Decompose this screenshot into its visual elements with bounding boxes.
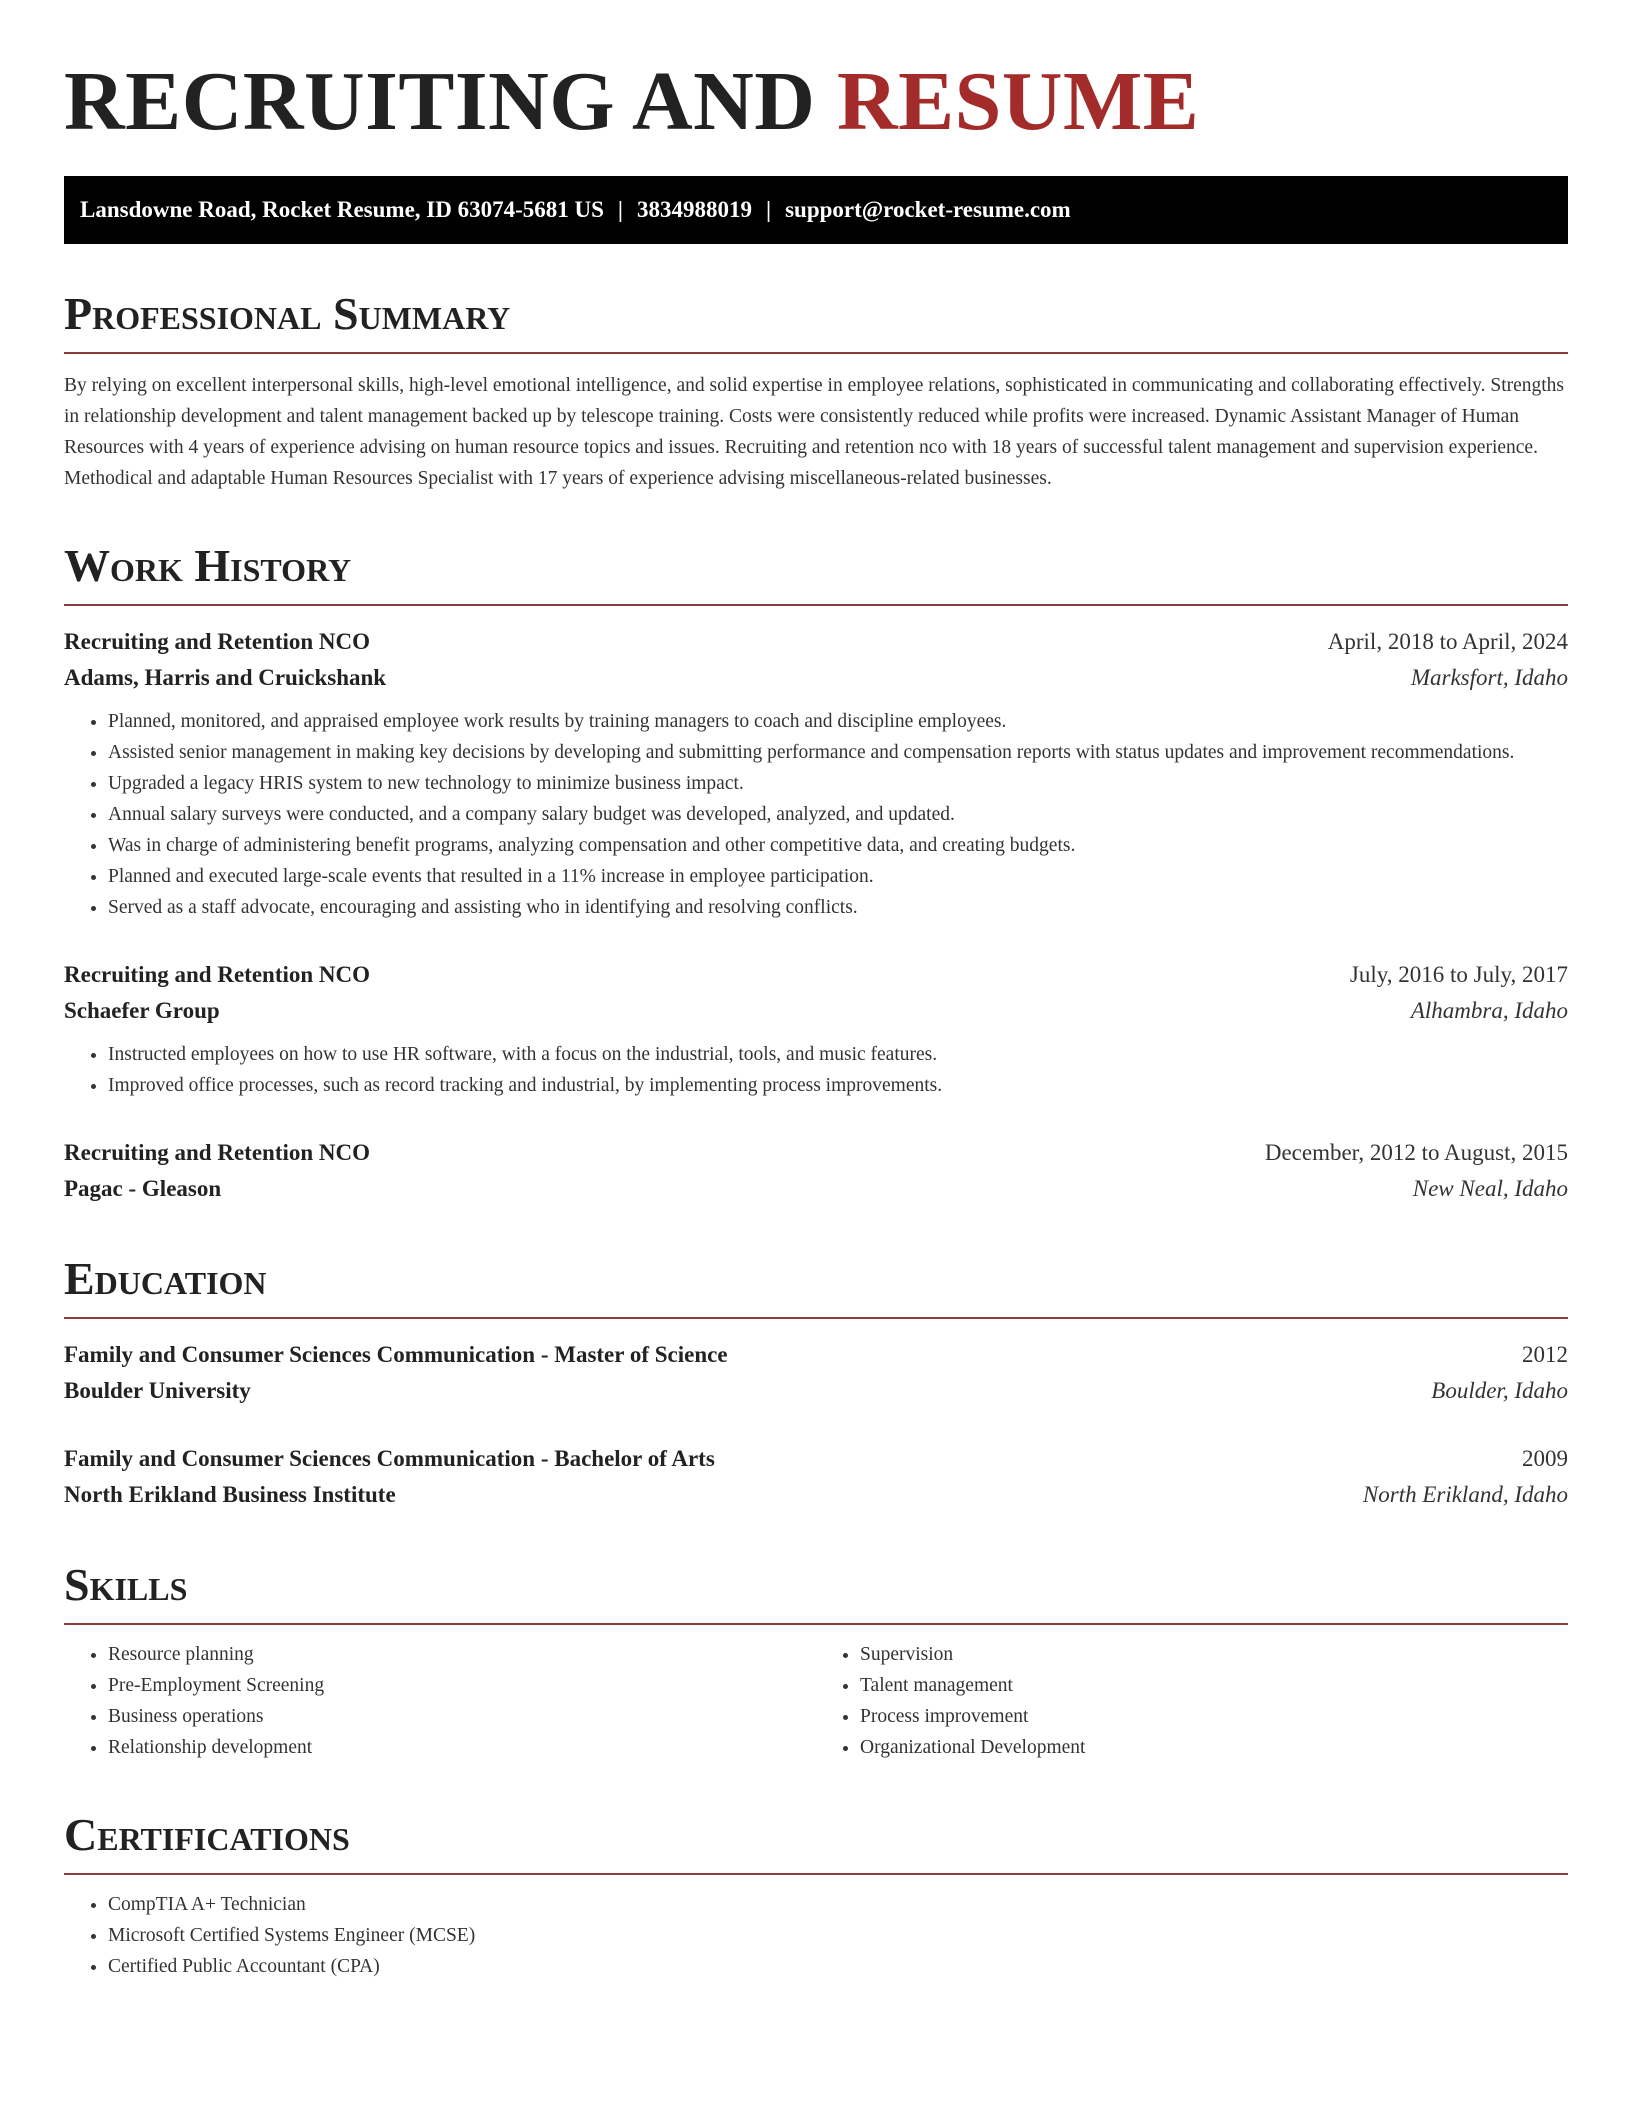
job-title: Recruiting and Retention NCO bbox=[64, 962, 371, 987]
education-location: North Erikland, Idaho bbox=[1362, 1482, 1568, 1507]
contact-separator: | bbox=[617, 197, 623, 222]
skill-item: • Resource planning bbox=[108, 1639, 816, 1670]
job-entry bbox=[64, 957, 1568, 1101]
certification-item: • CompTIA A+ Technician bbox=[108, 1889, 1568, 1920]
contact-address: Lansdowne Road, Rocket Resume, ID 63074-5681 US bbox=[80, 197, 604, 222]
job-entry bbox=[64, 624, 1568, 923]
job-dates: April, 2018 to April, 2024 bbox=[1327, 629, 1568, 654]
job-title: Recruiting and Retention NCO bbox=[64, 1140, 371, 1165]
certification-item: • Certified Public Accountant (CPA) bbox=[108, 1951, 1568, 1982]
education-list bbox=[64, 1337, 1568, 1513]
title-main: RECRUITING AND bbox=[64, 55, 837, 148]
contact-bar bbox=[64, 176, 1568, 244]
job-bullet: • Improved office processes, such as record tracking and industrial, by implementing process improvements. bbox=[108, 1070, 1568, 1101]
job-title: Recruiting and Retention NCO bbox=[64, 629, 371, 654]
skills-column-right bbox=[816, 1639, 1568, 1763]
education-degree: Family and Consumer Sciences Communication - Bachelor of Arts bbox=[64, 1446, 715, 1471]
skill-item: • Talent management bbox=[860, 1670, 1568, 1701]
job-dates: December, 2012 to August, 2015 bbox=[1264, 1140, 1568, 1165]
skill-item: • Organizational Development bbox=[860, 1732, 1568, 1763]
education-year: 2012 bbox=[1522, 1342, 1568, 1367]
contact-email: support@rocket-resume.com bbox=[785, 197, 1071, 222]
skill-item: • Process improvement bbox=[860, 1701, 1568, 1732]
skills-column-left bbox=[64, 1639, 816, 1763]
job-bullet: • Upgraded a legacy HRIS system to new technology to minimize business impact. bbox=[108, 768, 1568, 799]
skills-heading: Skills bbox=[64, 1559, 1568, 1625]
skill-item: • Business operations bbox=[108, 1701, 816, 1732]
work-history-list bbox=[64, 624, 1568, 1207]
summary-text: By relying on excellent interpersonal skills, high-level emotional intelligence, and solid expertise in employee relations, sophisticated in communicating and collaborating effectively. Strengths in relationship development and talent management backed up by telescope training. Costs were consistently reduced while profits were increased. Dynamic Assistant Manager of Human Resources with 4 years of experience advising on human resource topics and issues. Recruiting and retention nco with 18 years of successful talent management and supervision experience. Methodical and adaptable Human Resources Specialist with 17 years of experience advising miscellaneous-related businesses. bbox=[64, 375, 1565, 489]
job-location: Alhambra, Idaho bbox=[1410, 998, 1568, 1023]
contact-separator: | bbox=[766, 197, 772, 222]
job-company: Schaefer Group bbox=[64, 998, 220, 1023]
job-bullets bbox=[64, 706, 1568, 923]
job-company: Adams, Harris and Cruickshank bbox=[64, 665, 387, 690]
education-entry bbox=[64, 1337, 1568, 1409]
education-school: North Erikland Business Institute bbox=[64, 1482, 396, 1507]
job-location: New Neal, Idaho bbox=[1412, 1176, 1568, 1201]
job-location: Marksfort, Idaho bbox=[1410, 665, 1568, 690]
education-heading: Education bbox=[64, 1253, 1568, 1319]
contact-phone: 3834988019 bbox=[637, 197, 752, 222]
certifications-heading: Certifications bbox=[64, 1809, 1568, 1875]
skill-item: • Pre-Employment Screening bbox=[108, 1670, 816, 1701]
work-history-heading: Work History bbox=[64, 540, 1568, 606]
education-entry bbox=[64, 1441, 1568, 1513]
education-year: 2009 bbox=[1522, 1446, 1568, 1471]
resume-title bbox=[64, 50, 1568, 154]
certification-item: • Microsoft Certified Systems Engineer (MCSE) bbox=[108, 1920, 1568, 1951]
title-accent: RESUME bbox=[836, 55, 1200, 148]
certifications-list bbox=[64, 1889, 1568, 1982]
education-school: Boulder University bbox=[64, 1378, 251, 1403]
education-degree: Family and Consumer Sciences Communication - Master of Science bbox=[64, 1342, 728, 1367]
education-location: Boulder, Idaho bbox=[1431, 1378, 1568, 1403]
job-bullet: • Assisted senior management in making key decisions by developing and submitting performance and compensation reports with status updates and improvement recommendations. bbox=[108, 737, 1568, 768]
job-bullet: • Annual salary surveys were conducted, and a company salary budget was developed, analyzed, and updated. bbox=[108, 799, 1568, 830]
skill-item: • Relationship development bbox=[108, 1732, 816, 1763]
job-bullet: • Planned and executed large-scale events that resulted in a 11% increase in employee participation. bbox=[108, 861, 1568, 892]
job-bullet: • Planned, monitored, and appraised employee work results by training managers to coach and discipline employees. bbox=[108, 706, 1568, 737]
job-company: Pagac - Gleason bbox=[64, 1176, 222, 1201]
job-dates: July, 2016 to July, 2017 bbox=[1349, 962, 1568, 987]
skill-item: • Supervision bbox=[860, 1639, 1568, 1670]
skills-grid bbox=[64, 1639, 1568, 1763]
job-bullet: • Served as a staff advocate, encouraging and assisting who in identifying and resolving conflicts. bbox=[108, 892, 1568, 923]
summary-heading: Professional Summary bbox=[64, 288, 1568, 354]
job-bullet: • Instructed employees on how to use HR software, with a focus on the industrial, tools, and music features. bbox=[108, 1039, 1568, 1070]
job-bullets bbox=[64, 1039, 1568, 1101]
job-bullet: • Was in charge of administering benefit programs, analyzing compensation and other competitive data, and creating budgets. bbox=[108, 830, 1568, 861]
job-entry bbox=[64, 1135, 1568, 1207]
